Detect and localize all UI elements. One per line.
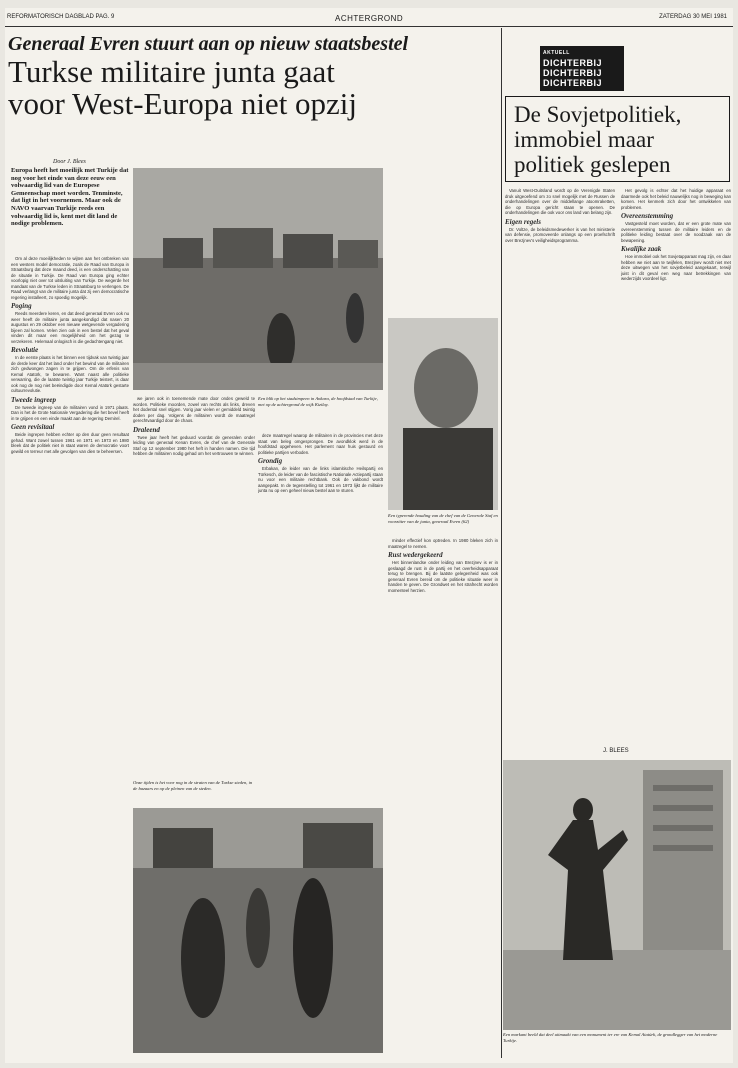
statue-photo-illustration bbox=[503, 760, 731, 1030]
paragraph: deze maatregel waarop de militairen in de provincies met deze staat van beleg omgesprongen. De avondklok werd in de hoofdstad opgeheven. Het parlement naar huis gestuurd en politieke partijen verboden. bbox=[258, 433, 383, 455]
photo-caption: Een blik op het stadsimpeen in Ankara, de hoofdstad van Turkije, met op de achtergrond de wijk Kizilay. bbox=[258, 396, 378, 407]
byline: Door J. Blees bbox=[53, 159, 86, 165]
subheading: Revolutie bbox=[11, 346, 39, 354]
sidebar-column-a bbox=[505, 188, 615, 748]
masthead-date: ZATERDAG 30 MEI 1981 bbox=[659, 14, 727, 20]
photo-caption: Een markant beeld dat deel uitmaakt van een monument ter ere van Kemal Atatürk, de grondlegger van het moderne Turkije. bbox=[503, 1032, 718, 1043]
subheading: Draleend bbox=[133, 425, 160, 434]
paragraph: In de eerste plaats is het binnen een tijdvak van twintig jaar de derde keer dat het land onder het bewind van de militairen zich gedwongen zagen in te grijpen. Om de erfenis van Kemal Atatürk, te bewaren. Want naast alle politieke verwarring, die de laatste twintig jaar Turkije teistert, is daar ook nog de nog niet beëindigde door Kemal Atatürk gestarte cultuurrevolutie. bbox=[11, 355, 129, 393]
masthead-left: REFORMATORISCH DAGBLAD PAG. 9 bbox=[7, 14, 115, 20]
subheading: Overeenstemming bbox=[621, 212, 674, 220]
evren-portrait-illustration bbox=[388, 318, 498, 510]
logo-line: DICHTERBIJ bbox=[543, 78, 603, 88]
paragraph: minder effectief kon optreden. In 1980 bleken zich in maatregel te nemen. bbox=[388, 538, 498, 549]
logo-line: AKTUELL bbox=[543, 50, 570, 56]
photo-caption: Een typerende houding van de chef van de Generale Staf en voorzitter van de junta, generaal Evren (62) bbox=[388, 513, 498, 524]
kicker: Generaal Evren stuurt aan op nieuw staatsbestel bbox=[8, 33, 409, 55]
paragraph: Hoe immobiel ook het Sovjetapparaat mag zijn, en daar hebben we niet aan te twijfelen, Brezjnev wordt niet met deze uitwegen van het sovjetbeleid aangekaart, terwijl juist in dit geval een weg naar betrekkingen van wederzijds voordeel ligt. bbox=[621, 254, 731, 281]
paragraph: Het gevolg is echter dat het huidige apparaat en daarmede ook het beleid nauwelijks nog in beweging kan komen. Het kenmerk zich door het ontwikkelen van problemen. bbox=[621, 188, 731, 210]
street-photo bbox=[133, 168, 383, 390]
subheading: Kwalijke zaak bbox=[621, 245, 662, 253]
subheading: Geen revisitaal bbox=[11, 423, 55, 431]
statue-photo bbox=[503, 760, 731, 1030]
subheading: Rust wedergekeerd bbox=[388, 551, 443, 559]
subheading: Poging bbox=[11, 302, 32, 310]
article-column-1 bbox=[11, 256, 129, 1056]
article-column-4 bbox=[388, 538, 498, 1053]
street-photo-illustration bbox=[133, 168, 383, 390]
paragraph: Het binnenlandse onder leiding van Brezjnev is er in geslaagd de rust in de partij en het overheidsapparaat terug te brengen. Bij de laatste gelegenheid was ook generaal Evren bereid om de politieke situatie weer in handen te geven. De Grondwet en het strafrecht worden momenteel herzien. bbox=[388, 560, 498, 593]
subheading: Eigen regels bbox=[505, 217, 541, 226]
paragraph: Beide ingrepen hebben echter op den duur geen resultaat gehad. Want zowel tussen 1961 en 1971 en 1973 en 1980 bleek dat de politiek niet in staat waren de democratie voort gewild en terreur met alle gevolgen van dien te beheersen. bbox=[11, 432, 129, 454]
photo-caption: Onze tijden is het voor nog in de straten van de Turkse steden, in de bazaars en op de pleinen van de steden. bbox=[133, 780, 253, 791]
bazaar-photo bbox=[133, 808, 383, 1053]
lead-paragraph: Europa heeft het moeilijk met Turkije dat nog voor het einde van deze eeuw een volwaardig lid van de Europese Gemeenschap moet worden. Tenminste, dat ligt in het voornemen. Maar ook de NAVO vaarvan Turkije reeds een volwaardig lid is, kent met dit land de nodige problemen. bbox=[11, 167, 129, 228]
article-column-2 bbox=[133, 396, 255, 776]
subheading: Grondig bbox=[258, 457, 283, 465]
paragraph: Reeds meerdere keren, en dat deed generaal Evren ook nu weer heeft de militaire junta aangekondigd dat nasen 20 augustus en 29 oktober een nieuwe wetgevende vergadering bijeen zal komen. Velen zien ook in een bestel dat het geval vinden dit maar een mogelijkheid om het gezag te verzekeren. Helemaal onlogisch is die gedachtengang niet. bbox=[11, 311, 129, 344]
dichterbij-logo bbox=[540, 46, 624, 91]
paragraph: Erbakan, de leider van de links islamitische Heilspartij en Türkesch, de leider van de fascistische Nationale Actiepartij staan nu voor een militaire rechtbank. Ook de vakbond wordt aangepakt. In de tegenstelling tot 1961 en 1973 lijkt de militaire junta nu op een geheel nieuw bestel aan te sturen. bbox=[258, 466, 383, 493]
logo-line: DICHTERBIJ bbox=[543, 58, 603, 68]
masthead-section: ACHTERGROND bbox=[335, 14, 404, 23]
paragraph: Om al deze moeilijkheden te wijten aan het ontbreken van een westers model democratie, zoals de Raad van Europa in Straatsburg dat deze maand deed, is een onderschatting van de situatie in Turkije. De Raad van Europa ging echter voorlopig niet over tot uitsluiting van Turkije. De wegerde het mandaat van de Turkse leden in Straatsburg te verlengen. De Raad verlangt van de militaire junta dat zij een democratische regering installeert, zo spoedig mogelijk. bbox=[11, 256, 129, 300]
paragraph: Dr. Voltze, de beleidsmedewerker is van het ministerie van defensie, promoveerde onlangs op een proefschrift over Brezjnev's veiligheidsprogramma. bbox=[505, 226, 615, 243]
paragraph: Twee jaar heeft het geduurd voordat de generalen onder leiding van generaal Kenan Evren, de chef van de Generale Staf op 12 september 1980 het heft in handen namen. Die tijd hebben de militairen nodig gehad om het vertrouwen te winnen. bbox=[133, 434, 255, 456]
sidebar-column-b bbox=[621, 188, 731, 743]
paragraph: Vanuit West-Duitsland wordt op de Verenigde Staten druk uitgeoefend om zo snel mogelijk met de Russen de onderhandelingen over de middellange atoomraketten, die op Europa gericht staan te openen. De onderhandelingen die ook voor ons land van belang zijn. bbox=[505, 188, 615, 215]
bazaar-photo-illustration bbox=[133, 808, 383, 1053]
paragraph: Vastgesteld moet worden, dat er een grote mate van overeenstemming tussen de militaire leiders en de politieke leiding bestaat over de noodzaak van de bewapening. bbox=[621, 221, 731, 243]
logo-line: DICHTERBIJ bbox=[543, 68, 603, 78]
paragraph: De tweede ingreep van de militairen vond in 1971 plaats. Dan is het de Grote Nationale Vergadering die het bevel heeft in te grijpen en een einde maakt aan de regering Demirel. bbox=[11, 404, 129, 421]
paragraph: we jaren ook in toenemende mate door ondes geweld te worden. Politieke moorden, zowel van rechts als links, dreven het dodental snel stijgen. Vorig jaar vielen er gemiddeld twintig doden per dag. Volgens de militairen wordt de maatregel gerechtvaardigd door de chaos. bbox=[133, 396, 255, 423]
evren-portrait bbox=[388, 318, 498, 510]
subheading: Tweede ingreep bbox=[11, 395, 57, 404]
sidebar-headline: De Sovjetpolitiek, immobiel maar politiek geslepen bbox=[505, 96, 730, 182]
headline bbox=[8, 56, 508, 120]
article-column-3 bbox=[258, 433, 383, 813]
headline-line-1: Turkse militaire junta gaat bbox=[8, 54, 335, 89]
column-divider bbox=[501, 28, 502, 1058]
sidebar-signature: J. BLEES bbox=[603, 748, 629, 754]
masthead bbox=[5, 8, 733, 27]
newspaper-page bbox=[5, 8, 733, 1063]
headline-line-2: voor West-Europa niet opzij bbox=[8, 86, 358, 121]
